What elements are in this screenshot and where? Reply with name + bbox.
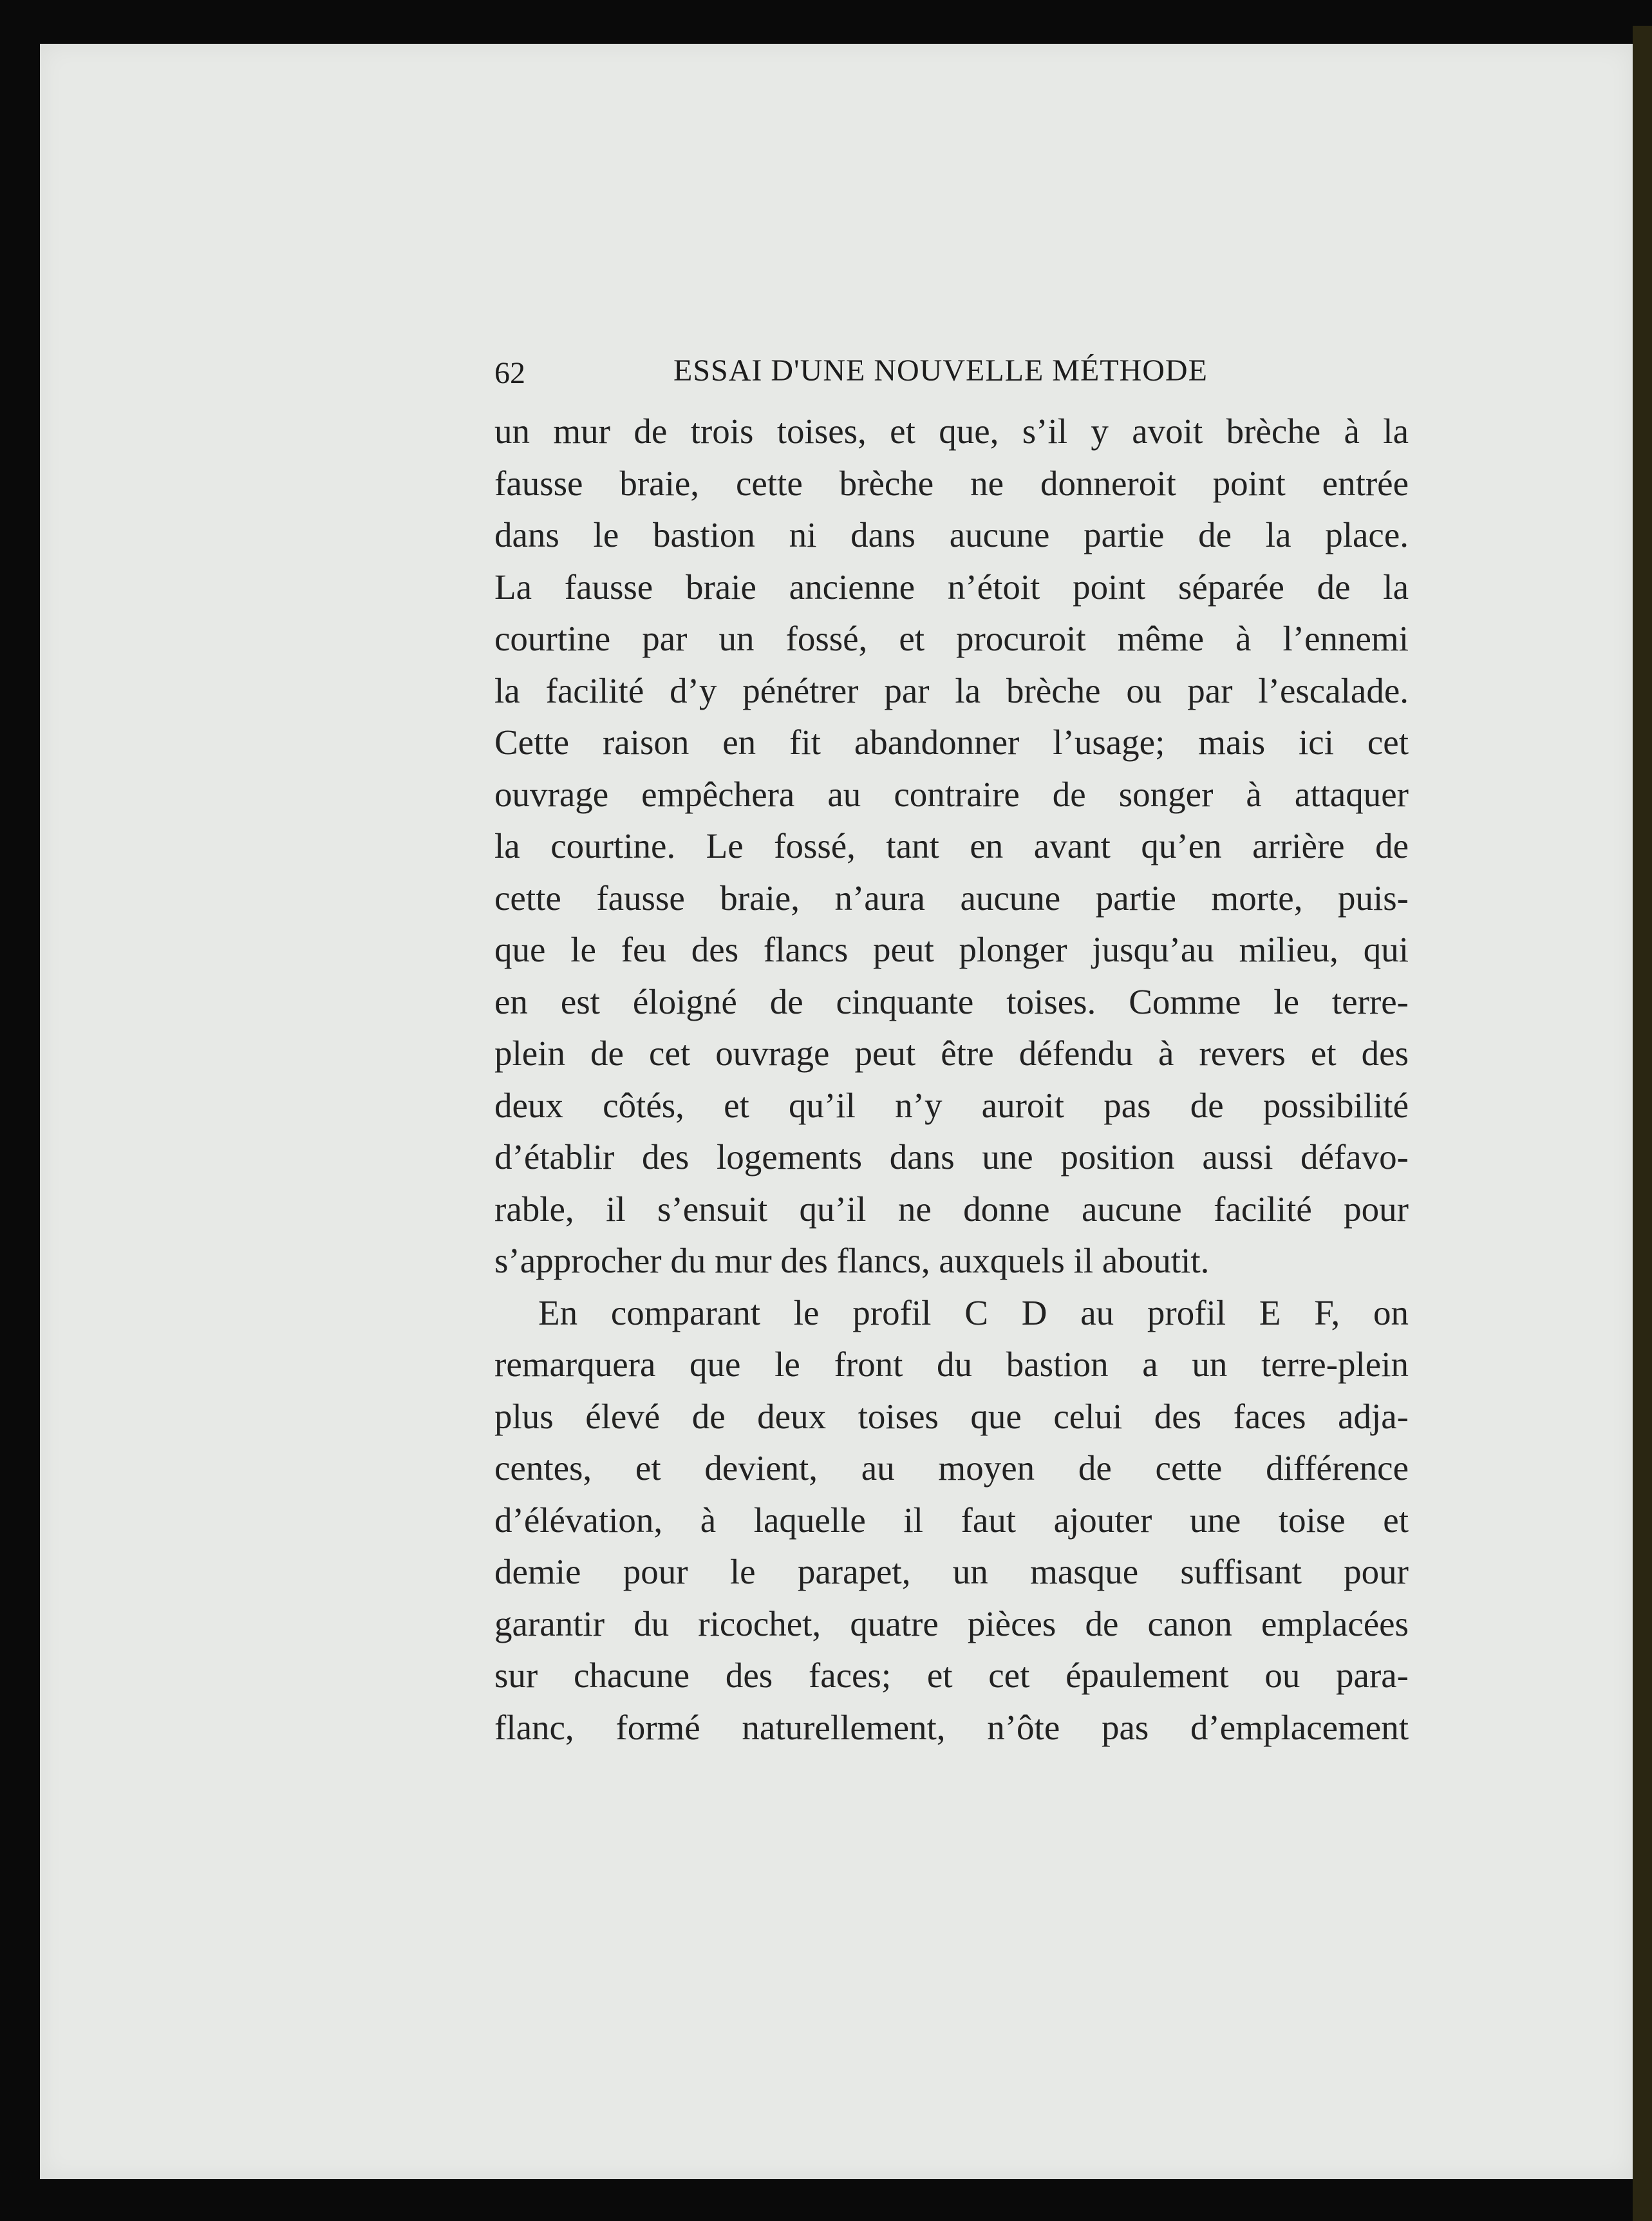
text-line: demie pour le parapet, un masque suffisant pour (494, 1552, 1409, 1591)
text-line: d’élévation, à laquelle il faut ajouter une toise et (494, 1500, 1409, 1540)
text-line: s’approcher du mur des flancs, auxquels il aboutit. (494, 1241, 1210, 1280)
text-line: que le feu des flancs peut plonger jusqu’au milieu, qui (494, 930, 1409, 969)
text-line: courtine par un fossé, et procuroit même à l’ennemi (494, 619, 1409, 658)
page-number: 62 (494, 356, 525, 390)
text-line: Cette raison en fit abandonner l’usage; mais ici cet (494, 723, 1409, 762)
text-line: sur chacune des faces; et cet épaulement ou para- (494, 1656, 1409, 1695)
adjacent-page-edge (1633, 26, 1652, 2221)
text-line: la facilité d’y pénétrer par la brèche ou par l’escalade. (494, 670, 1409, 710)
text-line: En comparant le profil C D au profil E F, on (538, 1292, 1409, 1332)
text-line: la courtine. Le fossé, tant en avant qu’en arrière de (494, 826, 1409, 865)
text-line: fausse braie, cette brèche ne donneroit point entrée (494, 463, 1409, 503)
text-line: en est éloigné de cinquante toises. Comme le terre- (494, 981, 1409, 1021)
text-line: centes, et devient, au moyen de cette différence (494, 1448, 1409, 1488)
text-line: plus élevé de deux toises que celui des faces adja- (494, 1396, 1409, 1436)
text-line: La fausse braie ancienne n’étoit point séparée de la (494, 567, 1409, 607)
body-text (494, 406, 1409, 1753)
text-line: rable, il s’ensuit qu’il ne donne aucune facilité pour (494, 1189, 1409, 1229)
running-title: ESSAI D'UNE NOUVELLE MÉTHODE (673, 354, 1208, 388)
text-line: dans le bastion ni dans aucune partie de la place. (494, 515, 1409, 554)
text-line: garantir du ricochet, quatre pièces de canon emplacées (494, 1603, 1409, 1643)
text-line: remarquera que le front du bastion a un terre-plein (494, 1345, 1409, 1384)
running-header (456, 348, 1409, 399)
text-line: flanc, formé naturellement, n’ôte pas d’emplacement (494, 1707, 1409, 1747)
text-line: cette fausse braie, n’aura aucune partie morte, puis- (494, 878, 1409, 918)
text-line: d’établir des logements dans une position aussi défavo- (494, 1137, 1409, 1177)
text-line: un mur de trois toises, et que, s’il y avoit brèche à la (494, 411, 1409, 451)
text-line: ouvrage empêchera au contraire de songer à attaquer (494, 774, 1409, 814)
text-line: plein de cet ouvrage peut être défendu à revers et des (494, 1034, 1409, 1073)
text-line: deux côtés, et qu’il n’y auroit pas de possibilité (494, 1085, 1409, 1125)
